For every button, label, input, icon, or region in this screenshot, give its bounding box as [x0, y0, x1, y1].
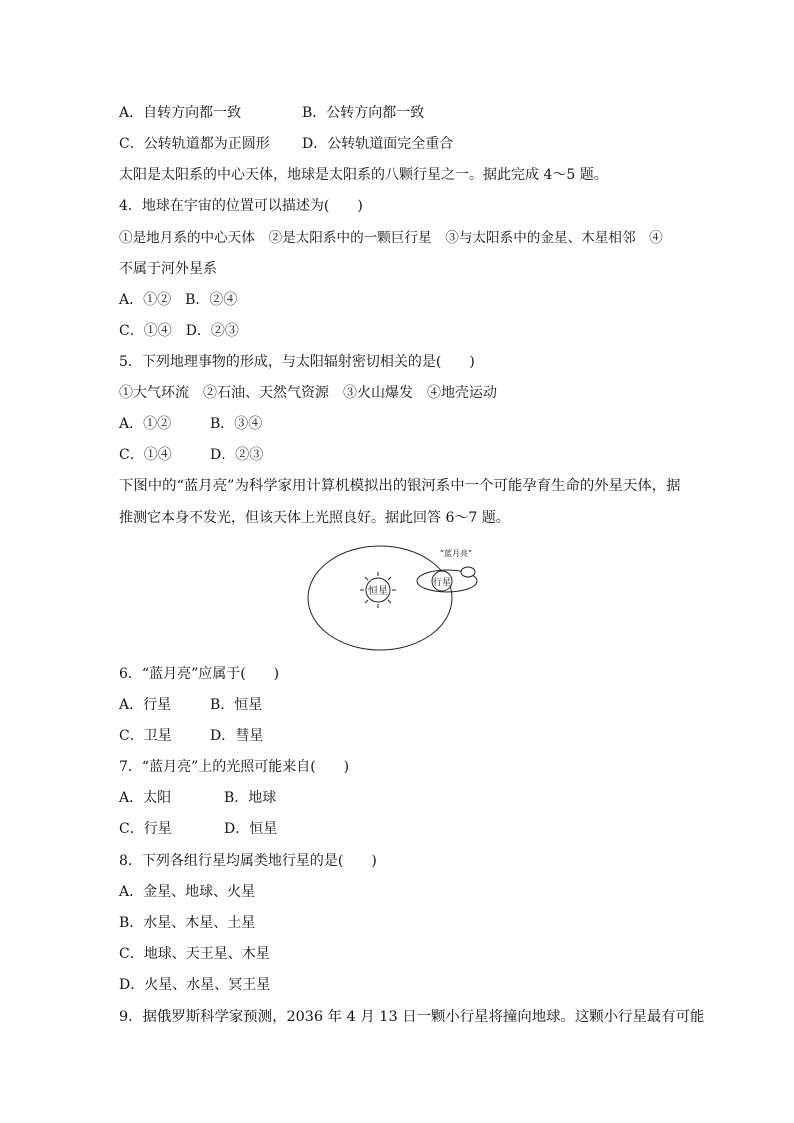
passage-4-5: 太阳是太阳系的中心天体，地球是太阳系的八颗行星之一。据此完成 4～5 题。 — [119, 167, 608, 183]
q3-option-b: B．公转方向都一致 — [302, 105, 425, 121]
q7-stem: 7．“蓝月亮”上的光照可能来自( ) — [119, 759, 350, 775]
q5-option-c: C．①④ — [119, 447, 172, 463]
planet-icon — [432, 571, 452, 591]
star-icon — [360, 572, 396, 608]
q4-statements-line1: ①是地月系的中心天体 ②是太阳系中的一颗巨行星 ③与太阳系中的金星、木星相邻 ④ — [119, 230, 663, 246]
passage-6-7-line1: 下图中的“蓝月亮”为科学家用计算机模拟出的银河系中一个可能孕育生命的外星天体，据 — [119, 478, 681, 494]
q3-option-d: D．公转轨道面完全重合 — [302, 136, 454, 152]
q7-option-a: A．太阳 — [119, 790, 172, 806]
q7-option-d: D．恒星 — [224, 821, 278, 837]
q9-stem: 9．据俄罗斯科学家预测，2036 年 4 月 13 日一颗小行星将撞向地球。这颗小行星最有可能 — [119, 1009, 705, 1025]
q8-option-b: B．水星、木星、土星 — [119, 915, 256, 931]
blue-moon-diagram — [306, 540, 482, 652]
q4-options-line1: A．①② B．②④ — [119, 292, 238, 308]
q4-stem: 4．地球在宇宙的位置可以描述为( ) — [119, 198, 363, 214]
blue-moon-icon — [461, 567, 475, 577]
q5-option-a: A．①② — [119, 416, 172, 432]
q7-option-b: B．地球 — [224, 790, 277, 806]
q3-option-c: C．公转轨道都为正圆形 — [119, 136, 270, 152]
q4-options-line2: C．①④ D．②③ — [119, 323, 239, 339]
q5-option-d: D．②③ — [210, 447, 264, 463]
passage-6-7-line2: 推测它本身不发光，但该天体上光照良好。据此回答 6～7 题。 — [119, 510, 510, 526]
q6-option-d: D．彗星 — [210, 728, 264, 744]
q8-option-a: A．金星、地球、火星 — [119, 884, 256, 900]
q6-option-c: C．卫星 — [119, 728, 172, 744]
q8-option-d: D．火星、水星、冥王星 — [119, 977, 271, 993]
q5-statements: ①大气环流 ②石油、天然气资源 ③火山爆发 ④地壳运动 — [119, 385, 497, 401]
q5-option-b: B．③④ — [210, 416, 263, 432]
q3-option-a: A．自转方向都一致 — [119, 105, 242, 121]
q6-stem: 6．“蓝月亮”应属于( ) — [119, 666, 280, 682]
q5-stem: 5．下列地理事物的形成，与太阳辐射密切相关的是( ) — [119, 354, 475, 370]
star-label: 恒星 — [368, 586, 388, 597]
blue-moon-label: “蓝月亮” — [439, 549, 473, 558]
q8-stem: 8．下列各组行星均属类地行星的是( ) — [119, 853, 377, 869]
planet-label: 行星 — [432, 578, 452, 588]
q7-option-c: C．行星 — [119, 821, 172, 837]
q6-option-a: A．行星 — [119, 697, 172, 713]
q8-option-c: C．地球、天王星、木星 — [119, 946, 270, 962]
q4-statements-line2: 不属于河外星系 — [119, 261, 217, 277]
q6-option-b: B．恒星 — [210, 697, 263, 713]
